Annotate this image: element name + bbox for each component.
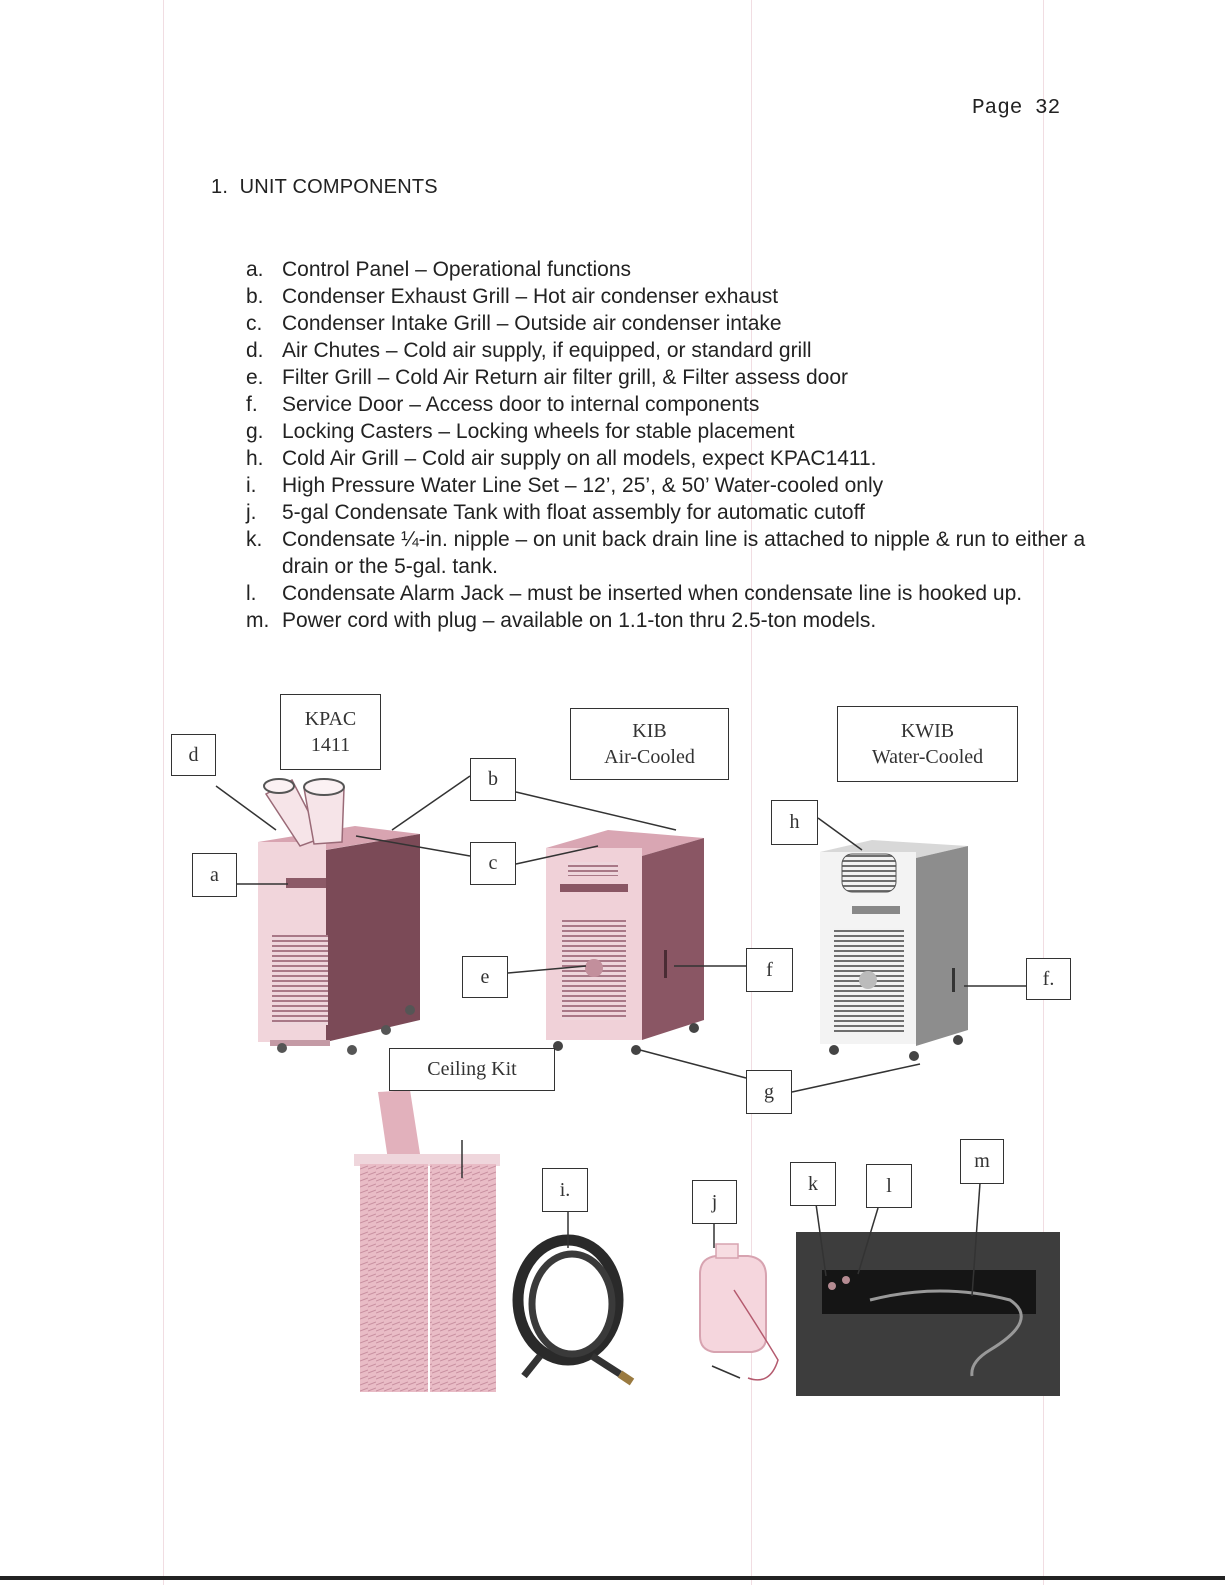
callout-m: m	[960, 1139, 1004, 1184]
item-letter: b.	[246, 285, 264, 308]
kpac-label-line1: KPAC	[304, 708, 357, 730]
callout-a: a	[192, 853, 237, 897]
component-list	[246, 256, 1086, 634]
water-line-illustration	[518, 1240, 632, 1382]
list-item	[246, 256, 1086, 283]
item-letter: i.	[246, 474, 257, 497]
ceiling-kit-illustration	[354, 1090, 500, 1392]
callout-leader-lines	[216, 776, 1026, 1296]
kpac-unit-illustration	[258, 779, 420, 1055]
kib-label-line1: KIB	[632, 720, 667, 742]
item-letter: h.	[246, 447, 264, 470]
item-text: High Pressure Water Line Set – 12’, 25’, & 50’ Water-cooled only	[282, 474, 884, 497]
callout-f: f	[746, 948, 793, 992]
item-text: 5-gal Condensate Tank with float assembly for automatic cutoff	[282, 501, 865, 524]
item-text: Condensate ¼-in. nipple – on unit back drain line is attached to nipple & run to either a drain or the 5-gal. tank.	[282, 528, 1086, 578]
section-heading	[211, 176, 438, 199]
item-letter: g.	[246, 420, 264, 443]
kib-label-line2: Air-Cooled	[604, 746, 695, 768]
item-text: Control Panel – Operational functions	[282, 258, 632, 281]
item-letter: d.	[246, 339, 264, 362]
item-text: Service Door – Access door to internal components	[282, 393, 760, 416]
list-item	[246, 418, 1086, 445]
list-item	[246, 283, 1086, 310]
list-item	[246, 499, 1086, 526]
scan-guide-line	[751, 0, 752, 1585]
page-number: Page 32	[972, 97, 1061, 120]
item-letter: l.	[246, 582, 257, 605]
list-item	[246, 526, 1086, 580]
callout-c: c	[470, 842, 516, 885]
callout-g: g	[746, 1070, 792, 1114]
kwib-model-label	[837, 706, 1018, 782]
item-letter: f.	[246, 393, 258, 416]
item-letter: e.	[246, 366, 264, 389]
kib-model-label	[570, 708, 729, 780]
item-text: Condenser Exhaust Grill – Hot air condenser exhaust	[282, 285, 779, 308]
list-item	[246, 580, 1086, 607]
item-text: Locking Casters – Locking wheels for stable placement	[282, 420, 795, 443]
kwib-label-line2: Water-Cooled	[871, 746, 984, 768]
item-text: Condenser Intake Grill – Outside air condenser intake	[282, 312, 782, 335]
kwib-unit-illustration	[820, 840, 968, 1061]
item-text: Power cord with plug – available on 1.1-ton thru 2.5-ton models.	[282, 609, 877, 632]
callout-i: i.	[542, 1168, 588, 1212]
item-letter: j.	[246, 501, 257, 524]
list-item	[246, 364, 1086, 391]
callout-b: b	[470, 758, 516, 801]
back-panel-illustration	[796, 1232, 1060, 1396]
scan-guide-line	[163, 0, 164, 1585]
item-text: Cold Air Grill – Cold air supply on all models, expect KPAC1411.	[282, 447, 877, 470]
list-item	[246, 607, 1086, 634]
kib-unit-illustration	[546, 830, 704, 1055]
section-title: UNIT COMPONENTS	[239, 176, 438, 198]
item-letter: a.	[246, 258, 264, 281]
item-letter: k.	[246, 528, 263, 551]
kwib-label-line1: KWIB	[900, 720, 955, 742]
item-text: Filter Grill – Cold Air Return air filter grill, & Filter assess door	[282, 366, 848, 389]
item-text: Air Chutes – Cold air supply, if equipped, or standard grill	[282, 339, 812, 362]
condensate-tank-illustration	[700, 1244, 778, 1380]
scan-guide-line	[1043, 0, 1044, 1585]
ceiling-kit-label: Ceiling Kit	[389, 1048, 555, 1091]
callout-j: j	[692, 1180, 737, 1224]
callout-d: d	[171, 734, 216, 776]
callout-e: e	[462, 956, 508, 998]
callout-h: h	[771, 800, 818, 845]
kpac-model-label	[280, 694, 381, 770]
callout-f-water-cooled: f.	[1026, 958, 1071, 1000]
list-item	[246, 391, 1086, 418]
callout-l: l	[866, 1164, 912, 1208]
list-item	[246, 445, 1086, 472]
list-item	[246, 310, 1086, 337]
section-number: 1.	[211, 176, 229, 198]
list-item	[246, 337, 1086, 364]
kpac-label-line2: 1411	[310, 734, 351, 756]
item-text: Condensate Alarm Jack – must be inserted when condensate line is hooked up.	[282, 582, 1023, 605]
list-item	[246, 472, 1086, 499]
item-letter: m.	[246, 609, 270, 632]
page-bottom-rule	[0, 1576, 1225, 1580]
item-letter: c.	[246, 312, 263, 335]
callout-k: k	[790, 1162, 836, 1206]
